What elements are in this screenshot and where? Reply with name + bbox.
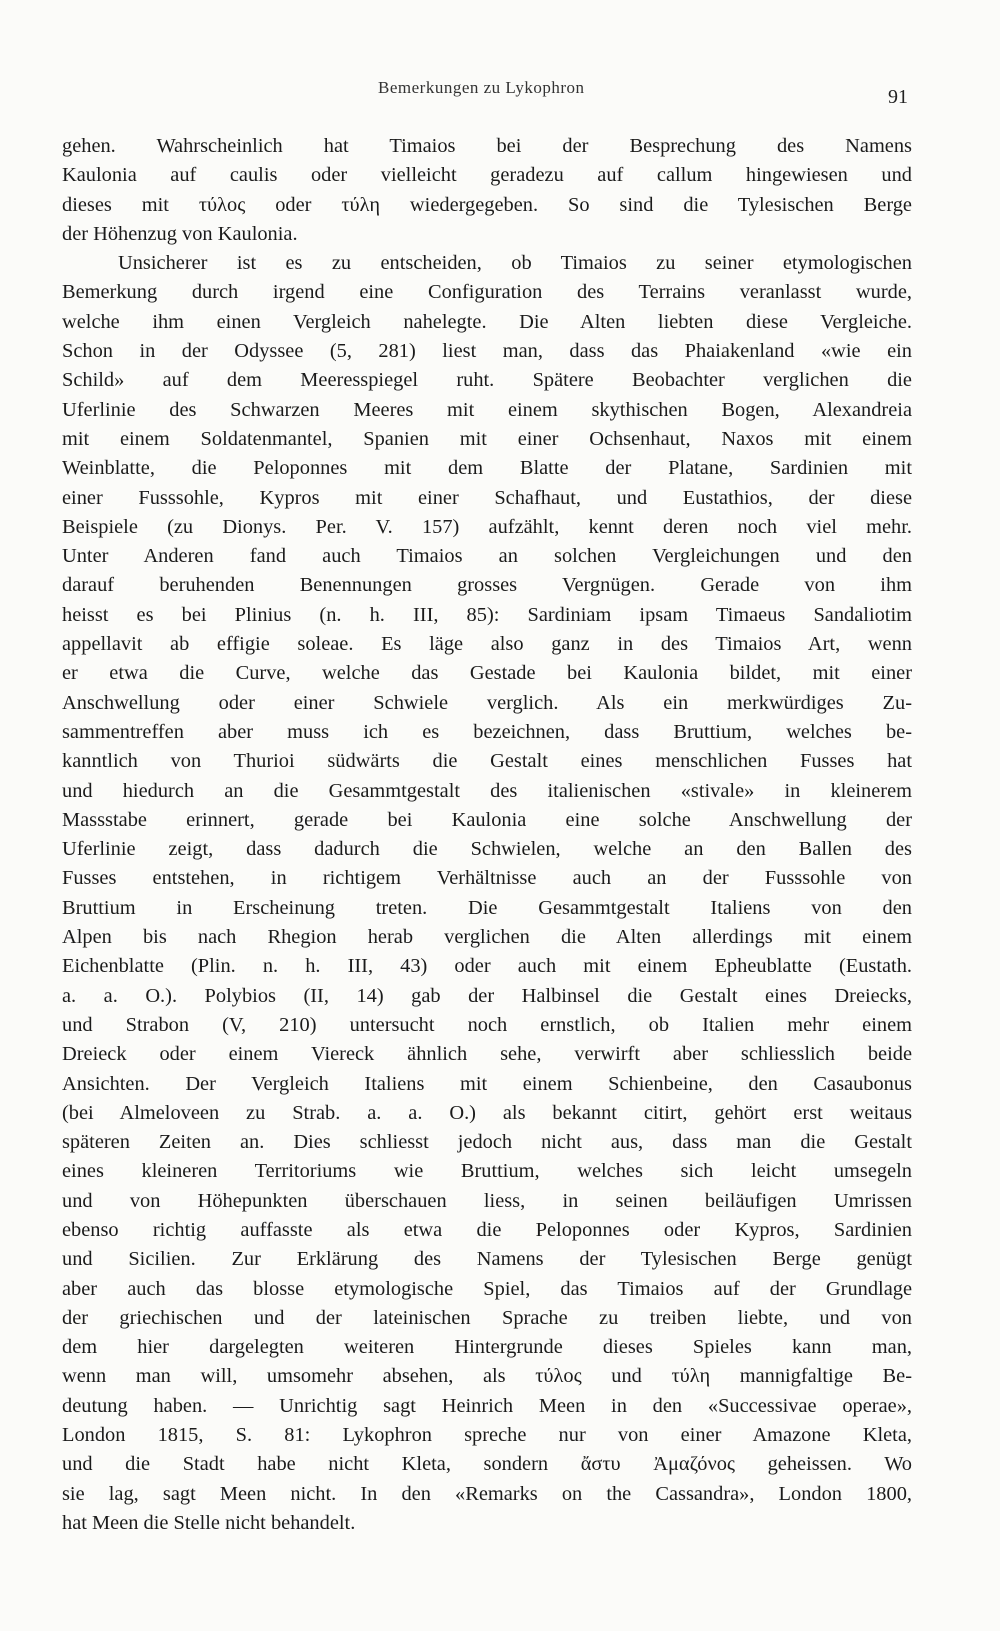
text-line: dem hier dargelegten weiteren Hintergrunde dieses Spieles kann man, [62,1336,912,1359]
text-line: (bei Almeloveen zu Strab. a. a. O.) als bekannt citirt, gehört erst weitaus [62,1101,912,1124]
text-line: Weinblatte, die Peloponnes mit dem Blatte der Platane, Sardinien mit [62,457,912,480]
page-number: 91 [888,86,908,108]
text-line: Unter Anderen fand auch Timaios an solchen Vergleichungen und den [62,545,912,568]
text-line: Anschwellung oder einer Schwiele verglich. Als ein merkwürdiges Zu- [62,691,912,714]
text-line: Uferlinie zeigt, dass dadurch die Schwielen, welche an den Ballen des [62,838,912,861]
text-line: ebenso richtig auffasste als etwa die Peloponnes oder Kypros, Sardinien [62,1218,912,1241]
text-line: Eichenblatte (Plin. n. h. III, 43) oder auch mit einem Epheublatte (Eustath. [62,955,912,978]
running-title: Bemerkungen zu Lykophron [378,78,585,97]
text-line: und von Höhepunkten überschauen liess, in seinen beiläufigen Umrissen [62,1189,912,1212]
text-line: a. a. O.). Polybios (II, 14) gab der Halbinsel die Gestalt eines Dreiecks, [62,984,912,1007]
text-line: Bruttium in Erscheinung treten. Die Gesammtgestalt Italiens von den [62,896,912,919]
text-line: mit einem Soldatenmantel, Spanien mit einer Ochsenhaut, Naxos mit einem [62,427,912,450]
text-line: und Sicilien. Zur Erklärung des Namens der Tylesischen Berge genügt [62,1248,912,1271]
text-line: Ansichten. Der Vergleich Italiens mit einem Schienbeine, den Casaubonus [62,1072,912,1095]
text-line: gehen. Wahrscheinlich hat Timaios bei der Besprechung des Namens [62,135,912,157]
text-line: darauf beruhenden Benennungen grosses Vergnügen. Gerade von ihm [62,574,912,597]
text-line: Bemerkung durch irgend eine Configuration des Terrains veranlasst wurde, [62,281,912,304]
text-line: wenn man will, umsomehr absehen, als τύλος und τύλη mannigfaltige Be- [62,1365,912,1388]
text-line: der griechischen und der lateinischen Sprache zu treiben liebte, und von [62,1306,912,1329]
text-line: Alpen bis nach Rhegion herab verglichen die Alten allerdings mit einem [62,926,912,949]
text-line: Schon in der Odyssee (5, 281) liest man, dass das Phaiakenland «wie ein [62,340,912,363]
text-line: der Höhenzug von Kaulonia. [62,222,298,245]
text-line: welche ihm einen Vergleich nahelegte. Die Alten liebten diese Vergleiche. [62,310,912,333]
text-line: und die Stadt habe nicht Kleta, sondern ἄστυ Ἀμαζόνος geheissen. Wo [62,1453,912,1476]
text-line: und hiedurch an die Gesammtgestalt des italienischen «stivale» in kleinerem [62,779,912,802]
text-line: dieses mit τύλος oder τύλη wiedergegeben. So sind die Tylesischen Berge [62,193,912,216]
text-line: einer Fusssohle, Kypros mit einer Schafhaut, und Eustathios, der diese [62,486,912,509]
text-line: eines kleineren Territoriums wie Bruttium, welches sich leicht umsegeln [62,1160,912,1183]
text-line: Beispiele (zu Dionys. Per. V. 157) aufzählt, kennt deren noch viel mehr. [62,515,912,538]
text-line: sie lag, sagt Meen nicht. In den «Remarks on the Cassandra», London 1800, [62,1482,912,1505]
running-head [0,78,1000,108]
text-line: späteren Zeiten an. Dies schliesst jedoch nicht aus, dass man die Gestalt [62,1131,912,1154]
text-line: Unsicherer ist es zu entscheiden, ob Timaios zu seiner etymologischen [118,252,912,275]
text-line: Schild» auf dem Meeresspiegel ruht. Spätere Beobachter verglichen die [62,369,912,392]
text-line: Dreieck oder einem Viereck ähnlich sehe, verwirft aber schliesslich beide [62,1043,912,1066]
text-line: appellavit ab effigie soleae. Es läge also ganz in des Timaios Art, wenn [62,633,912,656]
body-text [62,132,912,1538]
text-line: Massstabe erinnert, gerade bei Kaulonia eine solche Anschwellung der [62,808,912,831]
text-line: kanntlich von Thurioi südwärts die Gestalt eines menschlichen Fusses hat [62,750,912,773]
text-line: Fusses entstehen, in richtigem Verhältnisse auch an der Fusssohle von [62,867,912,890]
text-line: Kaulonia auf caulis oder vielleicht geradezu auf callum hingewiesen und [62,164,912,187]
text-line: Uferlinie des Schwarzen Meeres mit einem skythischen Bogen, Alexandreia [62,398,912,421]
text-line: hat Meen die Stelle nicht behandelt. [62,1511,356,1534]
text-line: er etwa die Curve, welche das Gestade bei Kaulonia bildet, mit einer [62,662,912,685]
text-line: heisst es bei Plinius (n. h. III, 85): Sardiniam ipsam Timaeus Sandaliotim [62,603,912,626]
text-line: und Strabon (V, 210) untersucht noch ernstlich, ob Italien mehr einem [62,1013,912,1036]
text-line: aber auch das blosse etymologische Spiel, das Timaios auf der Grundlage [62,1277,912,1300]
text-line: sammentreffen aber muss ich es bezeichnen, dass Bruttium, welches be- [62,720,912,743]
text-line: London 1815, S. 81: Lykophron spreche nur von einer Amazone Kleta, [62,1424,912,1447]
text-line: deutung haben. — Unrichtig sagt Heinrich Meen in den «Successivae operae», [62,1394,912,1417]
